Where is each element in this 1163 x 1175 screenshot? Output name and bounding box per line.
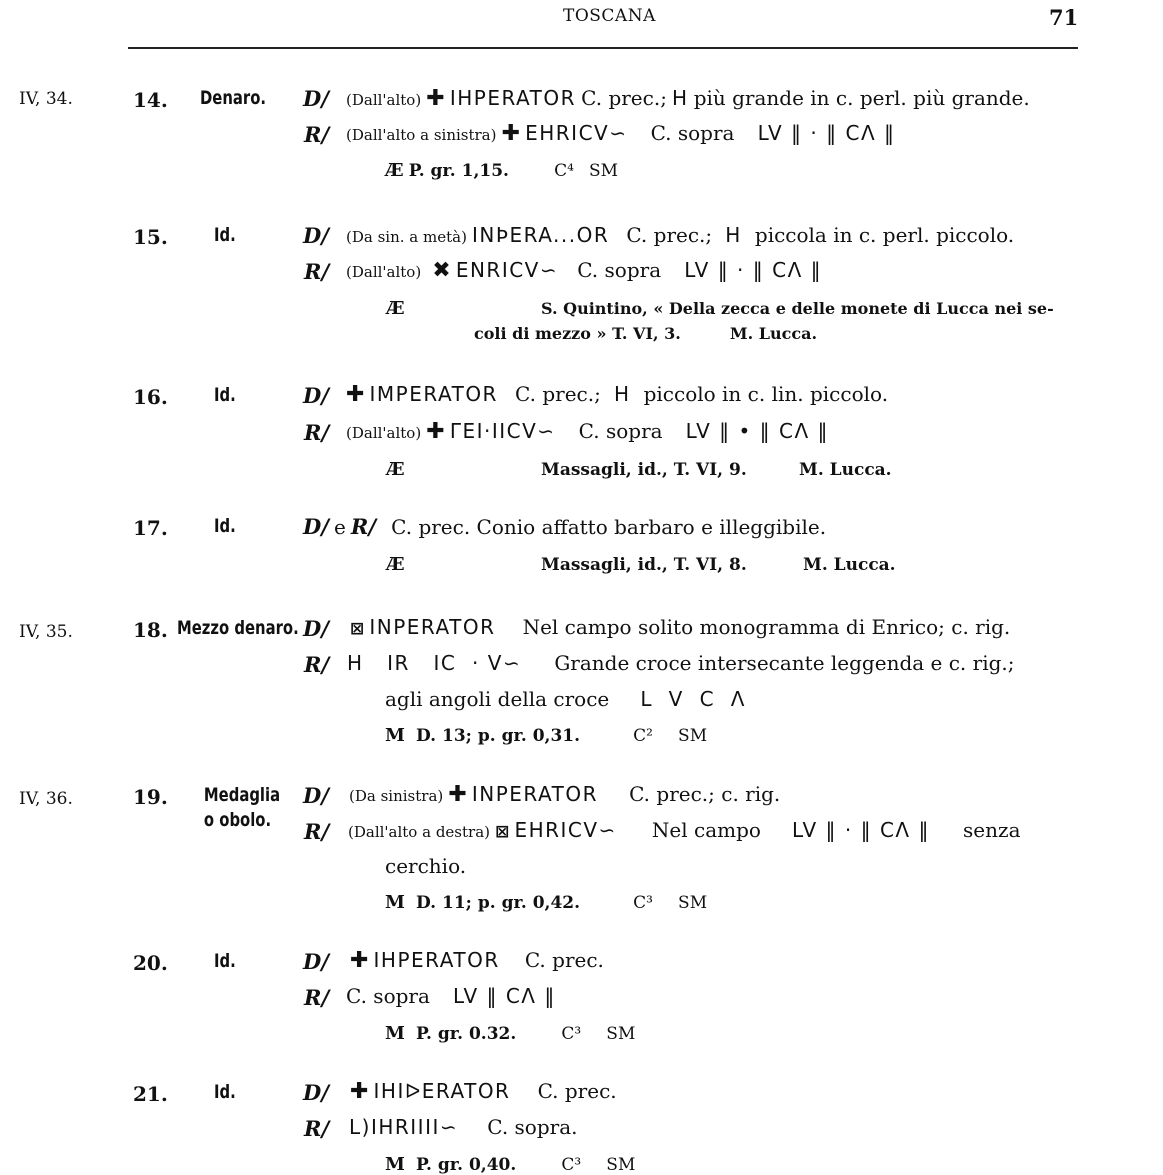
obverse-symbol: D/ [303, 86, 329, 111]
entry-number: 18. [133, 618, 168, 642]
obverse-symbol: D/ [303, 1080, 329, 1105]
reverse-symbol: R/ [304, 1116, 330, 1141]
coin-type: Id. [214, 515, 236, 537]
obverse-symbol: D/ [303, 783, 329, 808]
x-cross-icon: ✖ [432, 258, 451, 283]
obverse-line: (Dall'alto) ✚ IHPERATOR C. prec.; H più grande in c. perl. più grande. [346, 86, 1030, 111]
reverse-line-cont: cerchio. [385, 854, 467, 878]
coin-type: Id. [214, 384, 236, 406]
entry-number: 14. [133, 88, 168, 112]
coin-type: Id. [214, 950, 236, 972]
collection: M. Lucca. [799, 460, 892, 480]
reverse-line: (Dall'alto) ✖ ENRICV∽ C. sopra LV ‖ · ‖ CΛ ‖ [346, 258, 823, 283]
obverse-symbol: D/ [303, 949, 329, 974]
coin-type: Medaglia [203, 784, 281, 806]
coin-type-cont: o obolo. [203, 809, 272, 831]
reverse-symbol: R/ [304, 122, 330, 147]
cross-icon: ✚ [350, 948, 369, 973]
reverse-symbol: R/ [304, 420, 330, 445]
coin-type: Mezzo denaro. [177, 617, 299, 639]
cross-icon: ✚ [501, 121, 520, 146]
reverse-symbol: R/ [304, 819, 330, 844]
reverse-line: (Dall'alto) ✚ ΓEI·IICV∽ C. sopra LV ‖ • ‖ CΛ ‖ [346, 419, 830, 444]
reverse-symbol: R/ [304, 652, 330, 677]
entry-number: 21. [133, 1082, 168, 1106]
running-head: TOSCANA [563, 6, 656, 26]
entry-number: 15. [133, 225, 168, 249]
meta-line: M P. gr. 0.32. C³ SM [385, 1023, 636, 1044]
bibliography: Massagli, id., T. VI, 8. [541, 555, 747, 575]
plate-reference: IV, 34. [19, 89, 73, 109]
page-number: 71 [1049, 5, 1079, 30]
cross-icon: ✚ [448, 782, 467, 807]
obverse-line: ⊠ INPERATOR Nel campo solito monogramma di Enrico; c. rig. [350, 615, 1011, 639]
obverse-line: ✚ IHIᐅERATOR C. prec. [350, 1079, 617, 1104]
header-rule [128, 47, 1078, 49]
metal-symbol: Æ [386, 459, 405, 480]
reverse-line: (Dall'alto a destra) ⊠ EHRICV∽ Nel campo LV ‖ · ‖ CΛ ‖ senza [348, 818, 1021, 842]
obverse-line: (Da sinistra) ✚ INPERATOR C. prec.; c. rig. [349, 782, 781, 807]
cross-icon: ✚ [346, 382, 365, 407]
reverse-line: H IR IC · V∽ Grande croce intersecante leggenda e c. rig.; [347, 651, 1015, 675]
plate-reference: IV, 36. [19, 789, 73, 809]
coin-type: Denaro. [200, 87, 267, 109]
entry-number: 17. [133, 516, 168, 540]
reverse-line: C. sopra LV ‖ CΛ ‖ [346, 984, 556, 1008]
entry-number: 16. [133, 385, 168, 409]
reverse-line: L)IHRIIII∽ C. sopra. [349, 1115, 578, 1139]
obverse-line: (Da sin. a metà) INÞERA...OR C. prec.; H piccola in c. perl. piccolo. [346, 223, 1015, 247]
obverse-symbol: D/ [303, 383, 329, 408]
metal-symbol: Æ [386, 298, 405, 319]
reverse-line-cont: agli angoli della croce L V C Λ [385, 687, 746, 711]
collection: M. Lucca. [803, 555, 896, 575]
boxed-cross-icon: ⊠ [350, 619, 365, 639]
reverse-symbol: R/ [304, 259, 330, 284]
meta-line: Æ P. gr. 1,15. C⁴ SM [385, 160, 619, 181]
obverse-symbol: D/ [303, 223, 329, 248]
bibliography-cont: coli di mezzo » T. VI, 3. M. Lucca. [474, 324, 818, 343]
cross-icon: ✚ [426, 419, 445, 444]
bibliography: S. Quintino, « Della zecca e delle monete di Lucca nei se- [541, 299, 1054, 318]
boxed-cross-icon: ⊠ [495, 822, 510, 842]
obverse-reverse-line: D/ e R/ C. prec. Conio affatto barbaro e illeggibile. [303, 514, 827, 539]
coin-type: Id. [214, 1081, 236, 1103]
cross-icon: ✚ [426, 86, 445, 111]
meta-line: M D. 13; p. gr. 0,31. C² SM [385, 725, 708, 746]
meta-line: M D. 11; p. gr. 0,42. C³ SM [385, 892, 708, 913]
cross-icon: ✚ [350, 1079, 369, 1104]
entry-number: 20. [133, 951, 168, 975]
plate-reference: IV, 35. [19, 622, 73, 642]
coin-type: Id. [214, 224, 236, 246]
obverse-symbol: D/ [303, 616, 329, 641]
metal-symbol: Æ [386, 554, 405, 575]
reverse-symbol: R/ [304, 985, 330, 1010]
entry-number: 19. [133, 785, 168, 809]
obverse-line: ✚ IHPERATOR C. prec. [350, 948, 604, 973]
bibliography: Massagli, id., T. VI, 9. [541, 460, 747, 480]
meta-line: M P. gr. 0,40. C³ SM [385, 1154, 636, 1175]
reverse-line: (Dall'alto a sinistra) ✚ EHRICV∽ C. sopra LV ‖ · ‖ CΛ ‖ [346, 121, 896, 146]
obverse-line: ✚ IMPERATOR C. prec.; H piccolo in c. lin. piccolo. [346, 382, 889, 407]
